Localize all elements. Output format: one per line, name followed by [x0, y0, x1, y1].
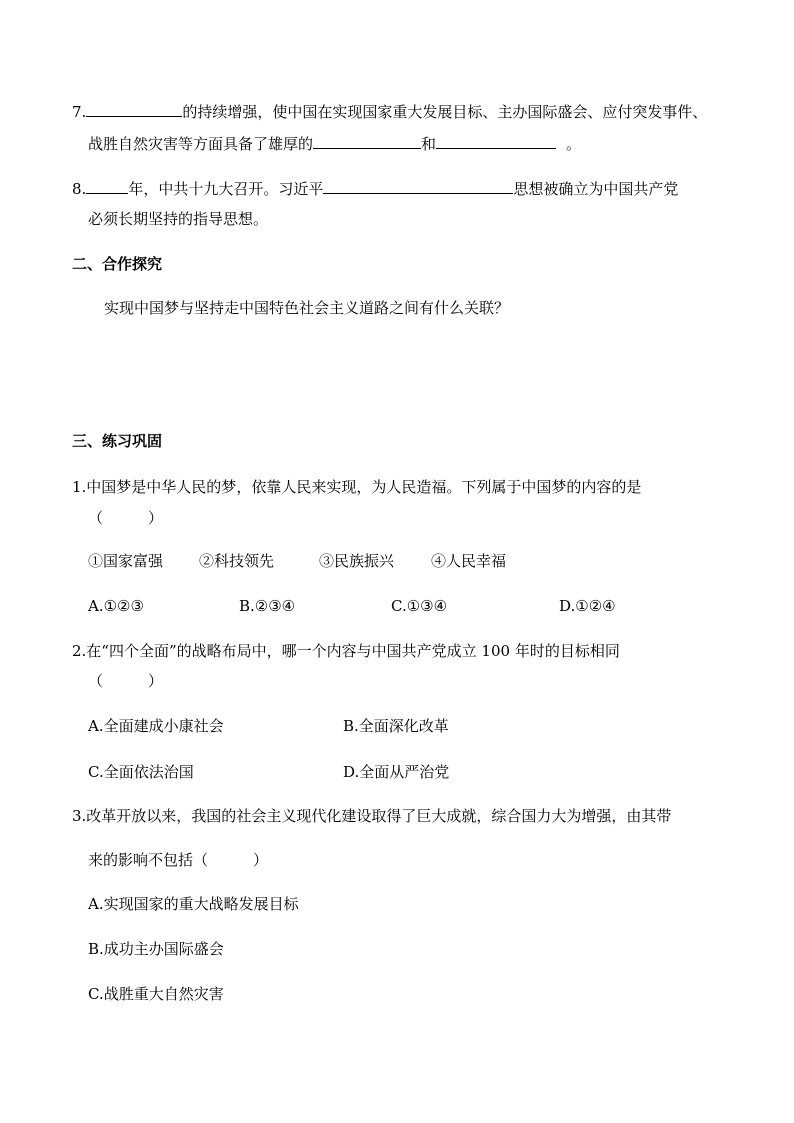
q7-blank-1[interactable]: [86, 101, 182, 117]
q7-text-d: 。: [566, 135, 582, 153]
q8-blank-1[interactable]: [86, 178, 128, 194]
q2-option-b[interactable]: B.全面深化改革: [343, 717, 449, 735]
q1-option-c[interactable]: C.①③④: [391, 597, 448, 615]
q7-text-a: 的持续增强，使中国在实现国家重大发展目标、主办国际盛会、应付突发事件、: [182, 103, 708, 121]
q8-text-b: 思想被确立为中国共产党: [513, 180, 679, 198]
q1-option-a[interactable]: A.①②③: [88, 597, 144, 615]
q1-item-1: ①国家富强: [88, 552, 164, 570]
q2-option-d[interactable]: D.全面从严治党: [343, 763, 450, 781]
q1-option-d[interactable]: D.①②④: [559, 597, 616, 615]
q3-option-b[interactable]: B.成功主办国际盛会: [88, 940, 224, 958]
q7-blank-2[interactable]: [313, 133, 421, 149]
q7-line-1: [72, 101, 707, 122]
q3-stem-cont[interactable]: 来的影响不包括（ ）: [88, 851, 269, 869]
q7-number: 7.: [72, 103, 87, 121]
q7-blank-3[interactable]: [436, 133, 556, 149]
section-2-title: 二、合作探究: [72, 255, 163, 273]
q1-item-3: ③民族振兴: [319, 552, 395, 570]
q2-option-a[interactable]: A.全面建成小康社会: [88, 717, 224, 735]
q1-item-2: ②科技领先: [199, 552, 275, 570]
q1-answer-paren[interactable]: （ ）: [88, 509, 164, 527]
q1-stem: 1.中国梦是中华人民的梦，依靠人民来实现，为人民造福。下列属于中国梦的内容的是: [72, 478, 642, 496]
q1-option-b[interactable]: B.②③④: [239, 597, 296, 615]
q8-number: 8.: [72, 180, 87, 198]
q3-stem: 3.改革开放以来，我国的社会主义现代化建设取得了巨大成就，综合国力大为增强，由其带: [72, 807, 672, 825]
q2-stem: 2.在“四个全面”的战略布局中，哪一个内容与中国共产党成立 100 年时的目标相同: [72, 642, 620, 660]
q8-line-1: [72, 178, 678, 199]
q3-option-c[interactable]: C.战胜重大自然灾害: [88, 985, 224, 1003]
q8-text-c: 必须长期坚持的指导思想。: [88, 210, 269, 228]
section-3-title: 三、练习巩固: [72, 432, 163, 450]
section-2-question: 实现中国梦与坚持走中国特色社会主义道路之间有什么关联？: [104, 299, 510, 317]
q7-text-c: 和: [421, 135, 437, 153]
q2-answer-paren[interactable]: （ ）: [88, 672, 164, 690]
q8-blank-2[interactable]: [323, 178, 513, 194]
q7-line-2: [88, 133, 581, 154]
q2-option-c[interactable]: C.全面依法治国: [88, 763, 194, 781]
q3-option-a[interactable]: A.实现国家的重大战略发展目标: [88, 895, 299, 913]
q7-text-b: 战胜自然灾害等方面具备了雄厚的: [88, 135, 314, 153]
q8-line-2: [88, 209, 268, 229]
q1-item-4: ④人民幸福: [431, 552, 507, 570]
q8-text-a: 年，中共十九大召开。习近平: [128, 180, 324, 198]
